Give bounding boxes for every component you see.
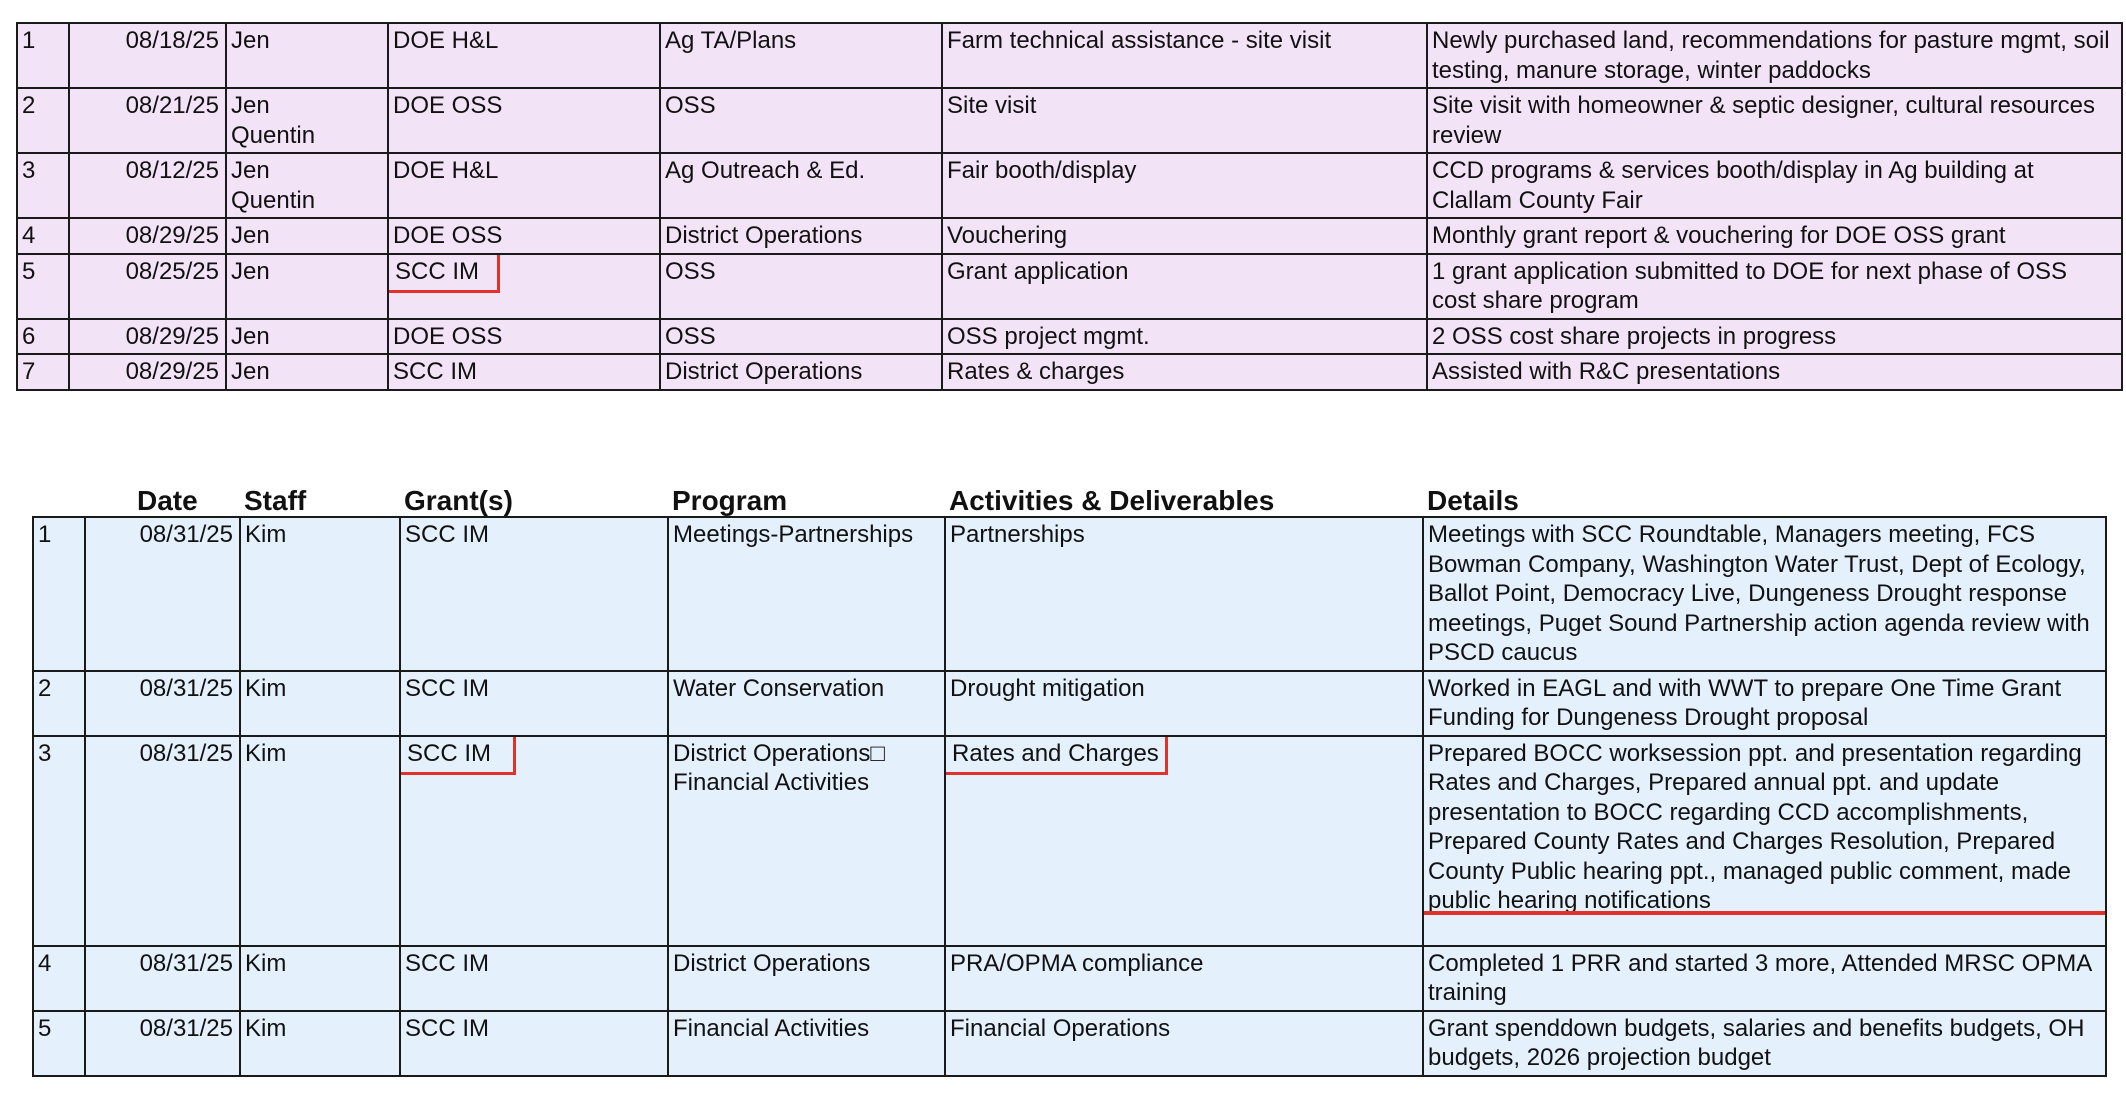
date-cell: 08/29/25 xyxy=(69,354,226,390)
grant-cell: DOE OSS xyxy=(388,218,660,254)
activity-cell: Farm technical assistance - site visit xyxy=(942,23,1427,88)
activity-cell: PRA/OPMA compliance xyxy=(945,946,1423,1011)
date-cell: 08/18/25 xyxy=(69,23,226,88)
row-number: 2 xyxy=(33,671,85,736)
staff-cell: Kim xyxy=(240,736,400,946)
program-cell: Water Conservation xyxy=(668,671,945,736)
header-date: Date xyxy=(85,482,240,517)
table-row xyxy=(33,946,2106,1011)
staff-cell: Kim xyxy=(240,946,400,1011)
table-row xyxy=(17,88,2122,153)
details-cell: Worked in EAGL and with WWT to prepare One Time Grant Funding for Dungeness Drought proposal xyxy=(1423,671,2106,736)
grant-cell: SCC IM xyxy=(388,354,660,390)
table-row xyxy=(17,153,2122,218)
details-cell: Site visit with homeowner & septic designer, cultural resources review xyxy=(1427,88,2122,153)
date-cell: 08/29/25 xyxy=(69,319,226,355)
details-cell: Meetings with SCC Roundtable, Managers meeting, FCS Bowman Company, Washington Water Trust, Dept of Ecology, Ballot Point, Democracy Live, Dungeness Drought response meetings, Puget Sound Partnership action agenda review with PSCD caucus xyxy=(1423,517,2106,671)
grant-cell: SCC IM xyxy=(400,671,668,736)
grant-cell xyxy=(388,254,660,319)
highlighted-grant: SCC IM xyxy=(405,739,509,769)
table-row xyxy=(17,319,2122,355)
details-cell xyxy=(1427,254,2122,319)
row-number: 1 xyxy=(33,517,85,671)
details-cell: Completed 1 PRR and started 3 more, Attended MRSC OPMA training xyxy=(1423,946,2106,1011)
row-number: 4 xyxy=(33,946,85,1011)
details-cell: Newly purchased land, recommendations for pasture mgmt, soil testing, manure storage, winter paddocks xyxy=(1427,23,2122,88)
program-cell: District Operations xyxy=(660,354,942,390)
program-cell: District Operations xyxy=(660,218,942,254)
highlighted-activity: Rates and Charges xyxy=(952,739,1159,767)
header-program: Program xyxy=(668,482,945,517)
activity-table-jen xyxy=(16,22,2123,391)
date-cell: 08/31/25 xyxy=(85,946,240,1011)
table-row xyxy=(33,517,2106,671)
table-row xyxy=(33,736,2106,946)
activity-cell: Financial Operations xyxy=(945,1011,1423,1076)
header-num xyxy=(33,482,85,517)
program-cell: OSS xyxy=(660,88,942,153)
grant-cell: DOE OSS xyxy=(388,319,660,355)
grant-cell: SCC IM xyxy=(400,946,668,1011)
grant-cell: SCC IM xyxy=(400,1011,668,1076)
row-number: 5 xyxy=(17,254,69,319)
row-number: 1 xyxy=(17,23,69,88)
staff-cell: Jen Quentin xyxy=(226,88,388,153)
header-activities: Activities & Deliverables xyxy=(945,482,1423,517)
row-number: 4 xyxy=(17,218,69,254)
grant-cell: DOE OSS xyxy=(388,88,660,153)
staff-cell: Jen Quentin xyxy=(226,153,388,218)
header-staff: Staff xyxy=(240,482,400,517)
program-cell: OSS xyxy=(660,254,942,319)
details-cell: Monthly grant report & vouchering for DOE OSS grant xyxy=(1427,218,2122,254)
activity-cell: Fair booth/display xyxy=(942,153,1427,218)
header-row xyxy=(33,482,2106,517)
details-cell: Grant spenddown budgets, salaries and benefits budgets, OH budgets, 2026 projection budget xyxy=(1423,1011,2106,1076)
program-cell: Ag Outreach & Ed. xyxy=(660,153,942,218)
table-row xyxy=(33,1011,2106,1076)
staff-cell: Kim xyxy=(240,517,400,671)
staff-cell: Jen xyxy=(226,354,388,390)
row-number: 3 xyxy=(17,153,69,218)
activity-table-kim xyxy=(32,482,2107,1077)
date-cell: 08/29/25 xyxy=(69,218,226,254)
date-cell: 08/31/25 xyxy=(85,517,240,671)
activity-cell: Vouchering xyxy=(942,218,1427,254)
date-cell: 08/31/25 xyxy=(85,671,240,736)
highlighted-details: 1 grant application submitted to DOE for next phase of OSS cost share program xyxy=(1432,257,2068,314)
staff-cell: Jen xyxy=(226,254,388,319)
details-cell xyxy=(1423,736,2106,946)
staff-cell: Jen xyxy=(226,218,388,254)
grant-cell xyxy=(400,736,668,946)
table-row xyxy=(17,218,2122,254)
row-number: 5 xyxy=(33,1011,85,1076)
header-grants: Grant(s) xyxy=(400,482,668,517)
program-cell xyxy=(668,736,945,946)
date-cell: 08/31/25 xyxy=(85,736,240,946)
table-row xyxy=(17,354,2122,390)
header-details: Details xyxy=(1423,482,2106,517)
program-line: Financial Activities xyxy=(673,769,870,796)
program-cell: OSS xyxy=(660,319,942,355)
highlighted-details: Prepared BOCC worksession ppt. and presentation regarding Rates and Charges, Prepared annual ppt. and update presentation to BOCC regarding CCD accomplishments, Prepared County Rates and Charges Resolution, Prepared County Public hearing ppt., managed public comment, made public hearing notifications xyxy=(1428,739,2082,914)
activity-cell: Drought mitigation xyxy=(945,671,1423,736)
date-cell: 08/31/25 xyxy=(85,1011,240,1076)
grant-cell: DOE H&L xyxy=(388,153,660,218)
date-cell: 08/12/25 xyxy=(69,153,226,218)
staff-cell: Jen xyxy=(226,23,388,88)
details-cell: 2 OSS cost share projects in progress xyxy=(1427,319,2122,355)
staff-cell: Kim xyxy=(240,671,400,736)
row-number: 2 xyxy=(17,88,69,153)
date-cell: 08/25/25 xyxy=(69,254,226,319)
program-cell: District Operations xyxy=(668,946,945,1011)
details-cell: Assisted with R&C presentations xyxy=(1427,354,2122,390)
program-cell: Financial Activities xyxy=(668,1011,945,1076)
row-number: 3 xyxy=(33,736,85,946)
row-number: 7 xyxy=(17,354,69,390)
program-cell: Ag TA/Plans xyxy=(660,23,942,88)
activity-cell: Partnerships xyxy=(945,517,1423,671)
table-row xyxy=(33,671,2106,736)
table-row xyxy=(17,23,2122,88)
activity-cell: OSS project mgmt. xyxy=(942,319,1427,355)
program-line: District Operations□ xyxy=(673,739,885,767)
row-number: 6 xyxy=(17,319,69,355)
program-cell: Meetings-Partnerships xyxy=(668,517,945,671)
staff-cell: Jen xyxy=(226,319,388,355)
grant-cell: DOE H&L xyxy=(388,23,660,88)
highlighted-grant: SCC IM xyxy=(393,257,493,287)
staff-cell: Kim xyxy=(240,1011,400,1076)
grant-cell: SCC IM xyxy=(400,517,668,671)
activity-cell xyxy=(945,736,1423,946)
date-cell: 08/21/25 xyxy=(69,88,226,153)
activity-cell: Site visit xyxy=(942,88,1427,153)
activity-cell: Grant application xyxy=(942,254,1427,319)
activity-cell: Rates & charges xyxy=(942,354,1427,390)
details-cell: CCD programs & services booth/display in Ag building at Clallam County Fair xyxy=(1427,153,2122,218)
table-row xyxy=(17,254,2122,319)
